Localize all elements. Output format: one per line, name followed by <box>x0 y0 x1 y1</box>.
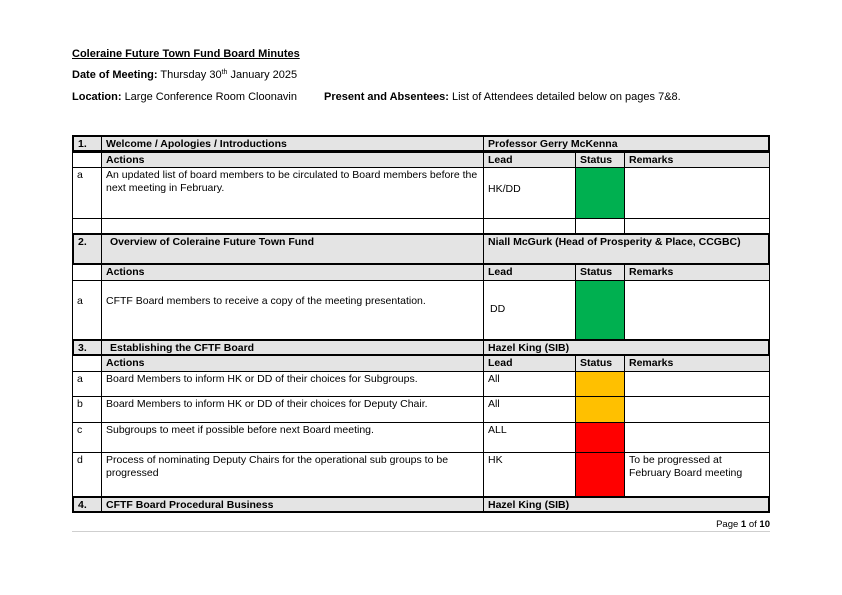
table-row <box>72 371 770 397</box>
date-label: Date of Meeting: <box>72 69 158 81</box>
table-row <box>72 452 770 497</box>
status-header: Status <box>575 264 624 281</box>
remarks-value <box>624 422 770 453</box>
action-text: An updated list of board members to be circulated to Board members before the next meeting in February. <box>101 167 483 219</box>
status-indicator-amber <box>575 396 624 423</box>
date-value: Thursday 30th January 2025 <box>160 69 298 81</box>
item-id: c <box>72 422 101 453</box>
lead-value: All <box>483 371 575 397</box>
page-title: Coleraine Future Town Fund Board Minutes <box>72 48 300 60</box>
status-indicator-green <box>575 167 624 219</box>
table-row <box>72 422 770 453</box>
section-title: CFTF Board Procedural Business <box>101 496 483 513</box>
section-header-1 <box>72 135 770 152</box>
status-header: Status <box>575 152 624 168</box>
location-label: Location: <box>72 91 122 103</box>
action-text: Board Members to inform HK or DD of their choices for Subgroups. <box>101 371 483 397</box>
empty-cell <box>72 218 101 234</box>
meeting-location <box>72 91 297 103</box>
section-title: Overview of Coleraine Future Town Fund <box>101 233 483 265</box>
table-row-empty <box>72 218 770 234</box>
section-header-2 <box>72 233 770 265</box>
section-owner: Niall McGurk (Head of Prosperity & Place, CCGBC) <box>483 233 770 265</box>
item-id: a <box>72 280 101 340</box>
empty-cell <box>624 218 770 234</box>
section-title: Welcome / Apologies / Introductions <box>101 135 483 152</box>
section-header-3 <box>72 339 770 356</box>
empty-cell <box>72 355 101 372</box>
remarks-header: Remarks <box>624 355 770 372</box>
table-row <box>72 396 770 423</box>
status-indicator-amber <box>575 371 624 397</box>
empty-cell <box>575 218 624 234</box>
status-indicator-green <box>575 280 624 340</box>
column-header-row <box>72 152 770 168</box>
section-owner: Hazel King (SIB) <box>483 339 770 356</box>
location-value: Large Conference Room Cloonavin <box>124 91 297 103</box>
footer-divider <box>72 531 770 532</box>
present-label: Present and Absentees: <box>324 91 449 103</box>
status-indicator-red <box>575 422 624 453</box>
column-header-row <box>72 355 770 372</box>
present-absentees <box>324 91 681 103</box>
empty-cell <box>72 152 101 168</box>
remarks-header: Remarks <box>624 152 770 168</box>
status-header: Status <box>575 355 624 372</box>
remarks-header: Remarks <box>624 264 770 281</box>
present-value: List of Attendees detailed below on pages 7&8. <box>451 91 681 103</box>
column-header-row <box>72 264 770 281</box>
section-number: 1. <box>72 135 101 152</box>
item-id: a <box>72 167 101 219</box>
table-row <box>72 167 770 219</box>
lead-value: DD <box>483 280 575 340</box>
action-text: CFTF Board members to receive a copy of the meeting presentation. <box>101 280 483 340</box>
meeting-date <box>72 69 297 81</box>
empty-cell <box>101 218 483 234</box>
remarks-value <box>624 371 770 397</box>
remarks-value <box>624 280 770 340</box>
remarks-value: To be progressed at February Board meeting <box>624 452 770 497</box>
lead-header: Lead <box>483 355 575 372</box>
section-number: 2. <box>72 233 101 265</box>
section-title: Establishing the CFTF Board <box>101 339 483 356</box>
section-number: 3. <box>72 339 101 356</box>
remarks-value <box>624 396 770 423</box>
section-header-4 <box>72 496 770 513</box>
lead-header: Lead <box>483 152 575 168</box>
empty-cell <box>72 264 101 281</box>
action-text: Subgroups to meet if possible before next Board meeting. <box>101 422 483 453</box>
actions-header: Actions <box>101 264 483 281</box>
lead-header: Lead <box>483 264 575 281</box>
section-owner: Hazel King (SIB) <box>483 496 770 513</box>
actions-header: Actions <box>101 355 483 372</box>
lead-value: HK <box>483 452 575 497</box>
section-owner: Professor Gerry McKenna <box>483 135 770 152</box>
empty-cell <box>483 218 575 234</box>
table-row <box>72 280 770 340</box>
item-id: b <box>72 396 101 423</box>
actions-header: Actions <box>101 152 483 168</box>
lead-value: HK/DD <box>483 167 575 219</box>
page-number: Page 1 of 10 <box>716 519 770 530</box>
item-id: a <box>72 371 101 397</box>
action-text: Board Members to inform HK or DD of their choices for Deputy Chair. <box>101 396 483 423</box>
status-indicator-red <box>575 452 624 497</box>
item-id: d <box>72 452 101 497</box>
action-text: Process of nominating Deputy Chairs for the operational sub groups to be progressed <box>101 452 483 497</box>
lead-value: All <box>483 396 575 423</box>
remarks-value <box>624 167 770 219</box>
section-number: 4. <box>72 496 101 513</box>
lead-value: ALL <box>483 422 575 453</box>
